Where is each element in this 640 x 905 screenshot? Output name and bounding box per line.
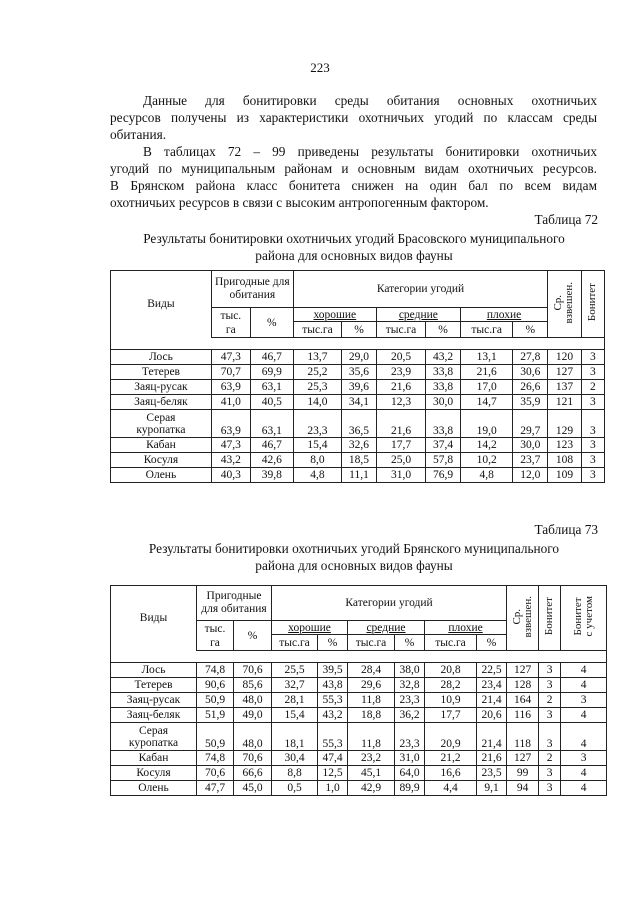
header-good-ha: тыс.га [272,635,318,651]
row-species: Кабан [111,751,197,766]
header-good: хорошие [272,621,348,635]
cell-g-pct: 32,6 [342,438,377,453]
cell-w: 116 [507,708,539,723]
row-species: Серая куропатка [111,723,197,751]
cell-ha: 70,7 [211,365,250,380]
cell-m-pct: 76,9 [426,468,461,483]
cell-w: 118 [507,723,539,751]
cell-b2: 4 [561,678,607,693]
cell-w: 120 [548,350,582,365]
row-species: Заяц-беляк [111,395,212,410]
title-line: Результаты бонитировки охотничьих угодий Брянского муниципального [148,541,560,556]
cell-m-ha: 25,0 [376,453,425,468]
cell-p-ha: 10,9 [425,693,477,708]
cell-pct: 69,9 [250,365,293,380]
cell-pct: 42,6 [250,453,293,468]
cell-g-pct: 1,0 [318,781,348,796]
cell-b: 3 [539,678,561,693]
table-row [111,693,607,708]
cell-p-ha: 4,4 [425,781,477,796]
cell-ha: 43,2 [211,453,250,468]
cell-pct: 46,7 [250,350,293,365]
cell-w: 164 [507,693,539,708]
cell-w: 109 [548,468,582,483]
cell-g-pct: 18,5 [342,453,377,468]
cell-g-pct: 47,4 [318,751,348,766]
cell-p-ha: 17,7 [425,708,477,723]
row-species: Заяц-русак [111,693,197,708]
row-species: Серая куропатка [111,410,212,438]
table72 [110,270,605,483]
table73-title [100,540,608,574]
cell-b: 3 [581,468,604,483]
header-weighted: Ср. взвешен. [548,271,582,338]
cell-b: 3 [581,453,604,468]
cell-p-pct: 22,5 [477,663,507,678]
cell-m-ha: 31,0 [376,468,425,483]
cell-p-pct: 26,6 [513,380,548,395]
cell-g-ha: 15,4 [272,708,318,723]
header-poor: плохие [425,621,507,635]
cell-g-ha: 8,8 [272,766,318,781]
cell-p-pct: 23,7 [513,453,548,468]
cell-ha: 47,7 [197,781,234,796]
page-number: 223 [310,60,330,75]
table-row [111,766,607,781]
row-species: Олень [111,468,212,483]
cell-ha: 63,9 [211,410,250,438]
cell-w: 94 [507,781,539,796]
cell-m-pct: 33,8 [426,380,461,395]
cell-p-ha: 20,9 [425,723,477,751]
header-categories: Категории угодий [293,271,547,308]
cell-g-pct: 39,5 [318,663,348,678]
cell-g-ha: 8,0 [293,453,341,468]
cell-w: 137 [548,380,582,395]
header-good-ha: тыс.га [293,322,341,338]
cell-ha: 40,3 [211,468,250,483]
cell-p-pct: 21,4 [477,723,507,751]
cell-m-ha: 20,5 [376,350,425,365]
cell-p-ha: 13,1 [460,350,513,365]
cell-w: 123 [548,438,582,453]
cell-p-pct: 9,1 [477,781,507,796]
header-species: Виды [111,271,212,338]
cell-p-pct: 30,0 [513,438,548,453]
row-species: Заяц-беляк [111,708,197,723]
cell-ha: 51,9 [197,708,234,723]
cell-g-ha: 32,7 [272,678,318,693]
cell-pct: 63,1 [250,380,293,395]
cell-p-pct: 21,4 [477,693,507,708]
table-row [111,468,605,483]
table-row [111,723,607,751]
table-row [111,781,607,796]
cell-m-ha: 17,7 [376,438,425,453]
cell-pct: 70,6 [234,751,272,766]
cell-pct: 48,0 [234,723,272,751]
cell-b2: 3 [561,693,607,708]
row-species: Заяц-русак [111,380,212,395]
cell-m-pct: 36,2 [395,708,425,723]
cell-m-pct: 23,3 [395,693,425,708]
cell-g-ha: 25,2 [293,365,341,380]
cell-m-pct: 33,8 [426,365,461,380]
header-good-pct: % [342,322,377,338]
cell-b: 3 [581,395,604,410]
cell-ha: 70,6 [197,766,234,781]
cell-b: 3 [581,410,604,438]
cell-m-pct: 30,0 [426,395,461,410]
header-categories: Категории угодий [272,586,507,621]
cell-b: 3 [581,365,604,380]
cell-g-pct: 11,1 [342,468,377,483]
cell-p-ha: 20,8 [425,663,477,678]
cell-pct: 48,0 [234,693,272,708]
cell-g-pct: 55,3 [318,723,348,751]
header-weighted: Ср. взвешен. [507,586,539,651]
cell-g-ha: 25,5 [272,663,318,678]
cell-p-ha: 21,2 [425,751,477,766]
cell-p-pct: 29,7 [513,410,548,438]
cell-b: 2 [539,751,561,766]
text-line: ресурсов получены из характеристики охотничьих угодий по классам среды [110,110,597,125]
cell-g-ha: 30,4 [272,751,318,766]
cell-m-ha: 21,6 [376,380,425,395]
row-species: Косуля [111,453,212,468]
header-poor-pct: % [477,635,507,651]
cell-b: 3 [539,663,561,678]
cell-ha: 47,3 [211,350,250,365]
cell-g-ha: 14,0 [293,395,341,410]
header-medium-pct: % [426,322,461,338]
cell-w: 99 [507,766,539,781]
table-spacer-row [111,338,605,350]
table73-label: Таблица 73 [534,522,598,537]
title-line: Результаты бонитировки охотничьих угодий Брасовского муниципального [143,231,565,246]
table-row [111,678,607,693]
header-poor-ha: тыс.га [425,635,477,651]
cell-b2: 4 [561,708,607,723]
cell-b2: 4 [561,766,607,781]
cell-p-ha: 19,0 [460,410,513,438]
cell-ha: 50,9 [197,723,234,751]
cell-m-pct: 31,0 [395,751,425,766]
cell-b2: 3 [561,751,607,766]
cell-p-ha: 17,0 [460,380,513,395]
cell-p-pct: 23,5 [477,766,507,781]
cell-pct: 63,1 [250,410,293,438]
cell-m-ha: 23,9 [376,365,425,380]
cell-m-pct: 57,8 [426,453,461,468]
header-medium: средние [376,308,460,322]
table-row [111,663,607,678]
table-row [111,350,605,365]
table-row [111,708,607,723]
cell-p-pct: 21,6 [477,751,507,766]
cell-p-pct: 20,6 [477,708,507,723]
row-species: Лось [111,350,212,365]
text-line: В таблицах 72 – 99 приведены результаты бонитировки охотничьих [143,144,597,159]
cell-m-pct: 64,0 [395,766,425,781]
cell-g-ha: 28,1 [272,693,318,708]
cell-g-pct: 36,5 [342,410,377,438]
row-species: Кабан [111,438,212,453]
row-species: Косуля [111,766,197,781]
cell-p-ha: 14,2 [460,438,513,453]
cell-ha: 47,3 [211,438,250,453]
text-line: угодий по муниципальным районам и основным видам охотничьих ресурсов. [110,161,597,176]
row-species: Олень [111,781,197,796]
cell-ha: 74,8 [197,751,234,766]
cell-w: 127 [507,751,539,766]
header-species: Виды [111,586,197,651]
header-medium-ha: тыс.га [348,635,395,651]
cell-m-ha: 28,4 [348,663,395,678]
cell-m-pct: 32,8 [395,678,425,693]
cell-b: 2 [581,380,604,395]
header-good: хорошие [293,308,376,322]
cell-m-pct: 38,0 [395,663,425,678]
cell-p-pct: 30,6 [513,365,548,380]
table-row [111,438,605,453]
cell-g-pct: 43,2 [318,708,348,723]
cell-ha: 50,9 [197,693,234,708]
table72-label: Таблица 72 [534,212,598,227]
cell-ha: 41,0 [211,395,250,410]
header-poor-ha: тыс.га [460,322,513,338]
cell-g-ha: 18,1 [272,723,318,751]
cell-g-ha: 15,4 [293,438,341,453]
cell-g-pct: 35,6 [342,365,377,380]
header-suitable: Пригодные для обитания [211,271,293,308]
table-row [111,453,605,468]
cell-p-ha: 16,6 [425,766,477,781]
cell-g-pct: 55,3 [318,693,348,708]
header-th-ha: тыс. га [197,621,234,651]
cell-m-ha: 29,6 [348,678,395,693]
cell-p-pct: 23,4 [477,678,507,693]
cell-m-ha: 11,8 [348,693,395,708]
cell-w: 127 [548,365,582,380]
cell-pct: 66,6 [234,766,272,781]
cell-p-ha: 4,8 [460,468,513,483]
cell-b: 3 [539,766,561,781]
cell-b: 3 [539,781,561,796]
cell-pct: 39,8 [250,468,293,483]
cell-p-pct: 35,9 [513,395,548,410]
cell-b2: 4 [561,723,607,751]
cell-m-pct: 33,8 [426,410,461,438]
cell-m-ha: 18,8 [348,708,395,723]
header-pct: % [234,621,272,651]
cell-m-ha: 12,3 [376,395,425,410]
table73 [110,585,607,796]
cell-b: 3 [539,708,561,723]
header-bonitet: Бонитет [581,271,604,338]
cell-pct: 85,6 [234,678,272,693]
cell-m-pct: 37,4 [426,438,461,453]
row-species: Тетерев [111,365,212,380]
cell-p-ha: 28,2 [425,678,477,693]
table-spacer-row [111,651,607,663]
cell-g-pct: 34,1 [342,395,377,410]
cell-g-ha: 4,8 [293,468,341,483]
cell-pct: 40,5 [250,395,293,410]
cell-m-ha: 23,2 [348,751,395,766]
cell-b: 3 [581,438,604,453]
cell-p-ha: 14,7 [460,395,513,410]
cell-b: 2 [539,693,561,708]
title-line: района для основных видов фауны [255,248,453,263]
table-row [111,410,605,438]
title-line: района для основных видов фауны [255,558,453,573]
cell-m-ha: 42,9 [348,781,395,796]
header-bonitet-adjusted: Бонитет с учетом [561,586,607,651]
table-row [111,365,605,380]
cell-pct: 70,6 [234,663,272,678]
cell-w: 129 [548,410,582,438]
cell-w: 127 [507,663,539,678]
cell-m-ha: 21,6 [376,410,425,438]
cell-m-pct: 43,2 [426,350,461,365]
text-line: Данные для бонитировки среды обитания основных охотничьих [143,93,597,108]
cell-w: 108 [548,453,582,468]
cell-w: 121 [548,395,582,410]
cell-ha: 74,8 [197,663,234,678]
cell-pct: 46,7 [250,438,293,453]
table-row [111,751,607,766]
header-th-ha: тыс. га [211,308,250,338]
table-row [111,395,605,410]
paragraph-intro [110,92,597,143]
cell-b2: 4 [561,781,607,796]
cell-w: 128 [507,678,539,693]
cell-p-pct: 12,0 [513,468,548,483]
cell-b2: 4 [561,663,607,678]
row-species: Лось [111,663,197,678]
text-line: В Брянском района класс бонитета снижен на один бал по всем видам [110,178,597,193]
header-medium-ha: тыс.га [376,322,425,338]
table-row [111,380,605,395]
cell-g-pct: 12,5 [318,766,348,781]
cell-m-pct: 89,9 [395,781,425,796]
text-line: охотничьих ресурсов в связи с высоким антропогенным фактором. [110,195,489,210]
cell-pct: 45,0 [234,781,272,796]
cell-p-pct: 27,8 [513,350,548,365]
header-good-pct: % [318,635,348,651]
cell-g-ha: 13,7 [293,350,341,365]
header-suitable: Пригодные для обитания [197,586,272,621]
cell-g-pct: 29,0 [342,350,377,365]
cell-b: 3 [581,350,604,365]
row-species: Тетерев [111,678,197,693]
cell-m-ha: 11,8 [348,723,395,751]
cell-m-ha: 45,1 [348,766,395,781]
cell-pct: 49,0 [234,708,272,723]
cell-b: 3 [539,723,561,751]
table72-title [100,230,608,264]
text-line: обитания. [110,127,167,142]
cell-g-ha: 0,5 [272,781,318,796]
cell-g-ha: 23,3 [293,410,341,438]
cell-p-ha: 21,6 [460,365,513,380]
cell-g-ha: 25,3 [293,380,341,395]
header-medium: средние [348,621,425,635]
cell-g-pct: 39,6 [342,380,377,395]
cell-m-pct: 23,3 [395,723,425,751]
cell-ha: 63,9 [211,380,250,395]
paragraph-tables [110,143,597,211]
header-pct: % [250,308,293,338]
header-medium-pct: % [395,635,425,651]
cell-g-pct: 43,8 [318,678,348,693]
header-poor-pct: % [513,322,548,338]
header-bonitet: Бонитет [539,586,561,651]
cell-ha: 90,6 [197,678,234,693]
header-poor: плохие [460,308,547,322]
cell-p-ha: 10,2 [460,453,513,468]
